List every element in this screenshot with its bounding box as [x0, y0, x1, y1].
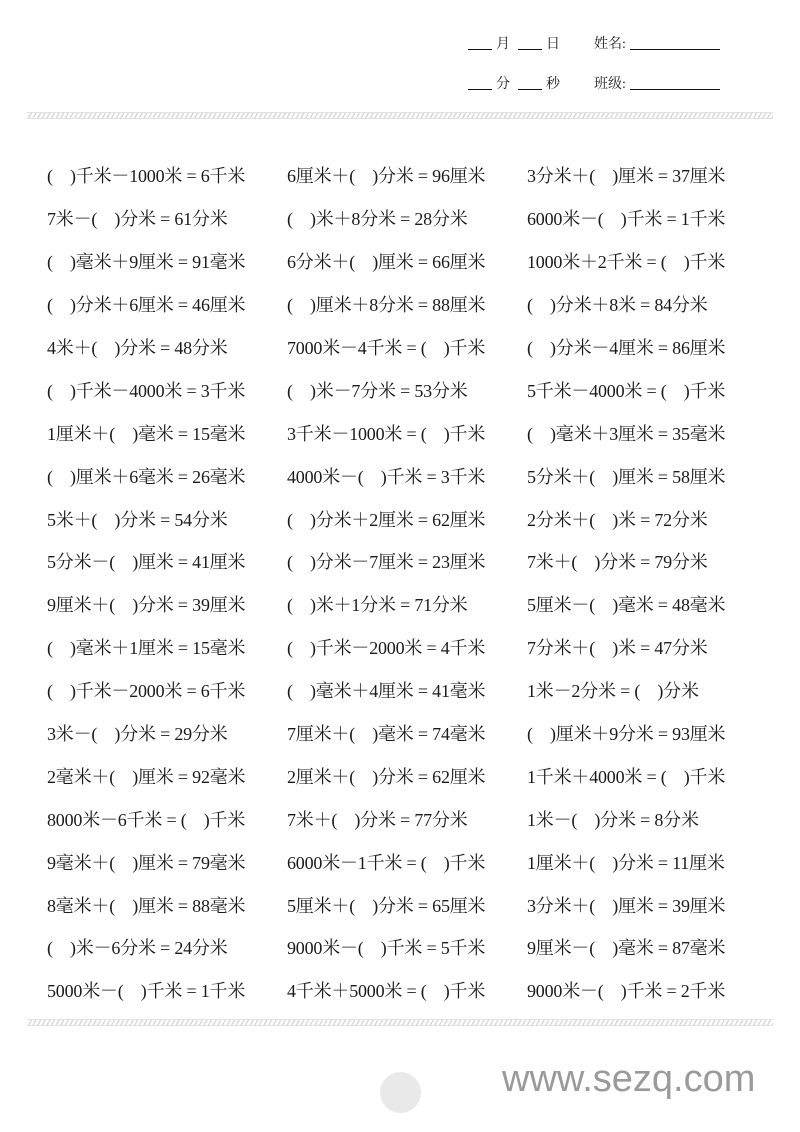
problem: ( )米＋1分米 = 71分米 [287, 595, 468, 616]
problem: 1米－( )分米 = 8分米 [527, 809, 699, 830]
problem: 1000米＋2千米 = ( )千米 [527, 252, 726, 273]
problem: 9毫米＋( )厘米 = 79毫米 [47, 852, 246, 873]
problem: 7米＋( )分米 = 79分米 [527, 552, 708, 573]
problem-row [47, 754, 767, 797]
problem-row [47, 411, 767, 454]
problem: 1厘米＋( )分米 = 11厘米 [527, 852, 725, 873]
minute-label: 分 [496, 77, 510, 92]
problem: ( )千米－2000米 = 4千米 [287, 638, 486, 659]
problem: ( )分米－7厘米 = 23厘米 [287, 552, 486, 573]
problem: 9000米－( )千米 = 2千米 [527, 981, 726, 1002]
problem: ( )千米－2000米 = 6千米 [47, 681, 246, 702]
problem: 6000米－( )千米 = 1千米 [527, 209, 726, 230]
problem: ( )分米＋2厘米 = 62厘米 [287, 509, 486, 530]
watermark-circle-icon [380, 1072, 421, 1113]
problem-row [47, 154, 767, 197]
problem: ( )毫米＋3厘米 = 35毫米 [527, 423, 726, 444]
problem-row [47, 626, 767, 669]
problem: 6厘米＋( )分米 = 96厘米 [287, 166, 486, 187]
problem: 1千米＋4000米 = ( )千米 [527, 766, 726, 787]
problem-row [47, 969, 767, 1012]
problem: 9厘米－( )毫米 = 87毫米 [527, 938, 726, 959]
header-date-row [468, 33, 720, 53]
problem: ( )厘米＋9分米 = 93厘米 [527, 724, 726, 745]
problem: ( )米－7分米 = 53分米 [287, 380, 468, 401]
top-stripe-divider [27, 112, 773, 119]
problem: 4千米＋5000米 = ( )千米 [287, 981, 486, 1002]
problem-row [47, 797, 767, 840]
class-blank[interactable] [630, 77, 720, 90]
month-label: 月 [496, 37, 510, 52]
problem: 5分米－( )厘米 = 41厘米 [47, 552, 246, 573]
problem: 3分米＋( )厘米 = 37厘米 [527, 166, 726, 187]
problem-grid [47, 154, 767, 1012]
minute-blank[interactable] [468, 77, 492, 90]
problem-row [47, 454, 767, 497]
problem: ( )分米－4厘米 = 86厘米 [527, 338, 726, 358]
problem: 5厘米＋( )分米 = 65厘米 [287, 895, 486, 916]
problem: ( )毫米＋9厘米 = 91毫米 [47, 252, 246, 273]
problem: ( )毫米＋4厘米 = 41毫米 [287, 681, 486, 702]
problem: 6分米＋( )厘米 = 66厘米 [287, 252, 486, 273]
problem-row [47, 883, 767, 926]
problem: 4米＋( )分米 = 48分米 [47, 338, 228, 358]
problem: 2毫米＋( )厘米 = 92毫米 [47, 766, 246, 787]
problem-row [47, 368, 767, 411]
problem: 3米－( )分米 = 29分米 [47, 724, 228, 745]
problem: 5米＋( )分米 = 54分米 [47, 509, 228, 530]
problem: 7米－( )分米 = 61分米 [47, 209, 228, 230]
problem: 5000米－( )千米 = 1千米 [47, 981, 246, 1002]
day-label: 日 [546, 37, 560, 52]
problem: 5厘米－( )毫米 = 48毫米 [527, 595, 726, 616]
problem: 7分米＋( )米 = 47分米 [527, 638, 708, 659]
problem: ( )千米－1000米 = 6千米 [47, 166, 246, 187]
problem: ( )毫米＋1厘米 = 15毫米 [47, 638, 246, 659]
problem: ( )米＋8分米 = 28分米 [287, 209, 468, 230]
problem: ( )分米＋6厘米 = 46厘米 [47, 295, 246, 316]
name-label: 姓名: [594, 37, 626, 52]
problem: 9000米－( )千米 = 5千米 [287, 938, 486, 959]
problem-row [47, 240, 767, 283]
problem-row [47, 583, 767, 626]
problem: ( )厘米＋8分米 = 88厘米 [287, 295, 486, 316]
day-blank[interactable] [518, 37, 542, 50]
problem: 5分米＋( )厘米 = 58厘米 [527, 466, 726, 487]
problem-row [47, 840, 767, 883]
problem: ( )千米－4000米 = 3千米 [47, 380, 246, 401]
problem: 3千米－1000米 = ( )千米 [287, 423, 486, 444]
header-time-row [468, 73, 720, 93]
month-blank[interactable] [468, 37, 492, 50]
problem-row [47, 497, 767, 540]
problem: 7000米－4千米 = ( )千米 [287, 338, 486, 358]
problem: 9厘米＋( )分米 = 39厘米 [47, 595, 246, 616]
problem: ( )分米＋8米 = 84分米 [527, 295, 708, 316]
problem-row [47, 326, 767, 369]
problem: 7厘米＋( )毫米 = 74毫米 [287, 724, 486, 745]
problem: 2分米＋( )米 = 72分米 [527, 509, 708, 530]
name-blank[interactable] [630, 37, 720, 50]
problem-row [47, 283, 767, 326]
problem-row [47, 669, 767, 712]
problem: 7米＋( )分米 = 77分米 [287, 809, 468, 830]
problem-row [47, 197, 767, 240]
problem: 1厘米＋( )毫米 = 15毫米 [47, 423, 246, 444]
problem: ( )米－6分米 = 24分米 [47, 938, 228, 959]
problem: 8毫米＋( )厘米 = 88毫米 [47, 895, 246, 916]
watermark-url: www.sezq.com [502, 1058, 756, 1100]
problem: ( )厘米＋6毫米 = 26毫米 [47, 466, 246, 487]
problem: 6000米－1千米 = ( )千米 [287, 852, 486, 873]
bottom-stripe-divider [27, 1019, 773, 1026]
second-label: 秒 [546, 77, 560, 92]
problem-row [47, 926, 767, 969]
problem: 8000米－6千米 = ( )千米 [47, 809, 246, 830]
second-blank[interactable] [518, 77, 542, 90]
problem: 5千米－4000米 = ( )千米 [527, 380, 726, 401]
problem: 4000米－( )千米 = 3千米 [287, 466, 486, 487]
problem: 1米－2分米 = ( )分米 [527, 681, 699, 702]
class-label: 班级: [594, 77, 626, 92]
problem: 3分米＋( )厘米 = 39厘米 [527, 895, 726, 916]
problem: 2厘米＋( )分米 = 62厘米 [287, 766, 486, 787]
problem-row [47, 540, 767, 583]
problem-row [47, 712, 767, 755]
